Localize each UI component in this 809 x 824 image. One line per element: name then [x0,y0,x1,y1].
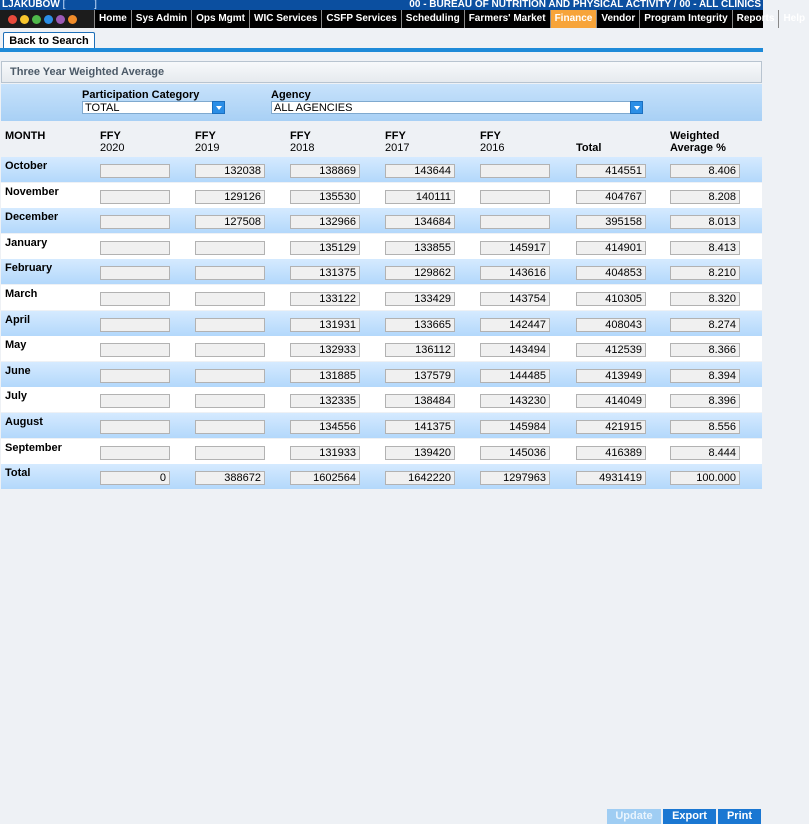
month-label: June [5,364,31,377]
agency-select[interactable] [271,101,643,114]
ffy-2019-cell: 129126 [195,190,265,204]
tab-underline [0,48,763,52]
weighted-average-cell: 8.396 [670,394,740,408]
table-row [1,336,762,361]
ffy-header-2019: FFY 2019 [195,130,220,154]
participation-category-value: TOTAL [85,102,120,114]
total-cell: 4931419 [576,471,646,485]
ffy-2017-cell: 139420 [385,446,455,460]
month-label: April [5,313,31,326]
table-row [1,259,762,284]
ffy-2020-cell [100,190,170,204]
month-label: March [5,288,38,300]
weighted-average-cell: 8.444 [670,446,740,460]
section-title-text: Three Year Weighted Average [10,66,165,78]
nav-item-reports[interactable]: Reports [732,10,779,28]
weighted-average-cell: 8.406 [670,164,740,178]
month-label: January [5,236,48,249]
table-row [1,208,762,233]
month-label: September [5,441,62,454]
ffy-header-2016: FFY 2016 [480,130,505,154]
ffy-2019-cell: 388672 [195,471,265,485]
ffy-2017-cell: 134684 [385,215,455,229]
ffy-2019-cell [195,343,265,357]
ffy-2016-cell: 145036 [480,446,550,460]
ffy-2018-cell: 131375 [290,266,360,280]
ffy-2019-cell: 127508 [195,215,265,229]
bureau-clinic-label: 00 - BUREAU OF NUTRITION AND PHYSICAL ACTIVITY / 00 - ALL CLINICS [409,0,761,10]
user-bracket-close: ] [94,0,97,10]
table-row [1,439,762,464]
month-label: December [5,211,59,224]
wic-logo [0,10,94,28]
ffy-2016-cell: 145984 [480,420,550,434]
ffy-2016-cell: 143616 [480,266,550,280]
ffy-2017-cell: 136112 [385,343,455,357]
chevron-down-icon[interactable] [212,101,225,114]
user-info [2,0,97,10]
ffy-2016-cell: 1297963 [480,471,550,485]
ffy-2017-cell: 133429 [385,292,455,306]
main-nav [0,10,806,28]
total-cell: 413949 [576,369,646,383]
ffy-2020-cell: 0 [100,471,170,485]
ffy-2018-cell: 131931 [290,318,360,332]
ffy-2018-cell: 133122 [290,292,360,306]
month-label: August [5,416,43,428]
ffy-2019-cell [195,394,265,408]
weighted-average-cell: 8.366 [670,343,740,357]
ffy-2017-cell: 133665 [385,318,455,332]
ffy-2016-cell: 143494 [480,343,550,357]
ffy-2020-cell [100,318,170,332]
weighted-average-cell: 8.413 [670,241,740,255]
weighted-average-cell: 8.394 [670,369,740,383]
ffy-2016-cell: 143230 [480,394,550,408]
filter-band [1,84,762,121]
total-cell: 414551 [576,164,646,178]
back-to-search-tab[interactable]: Back to Search [3,32,95,49]
total-cell: 410305 [576,292,646,306]
ffy-2016-cell [480,164,550,178]
ffy-2019-cell: 132038 [195,164,265,178]
weighted-average-cell: 8.556 [670,420,740,434]
table-row [1,157,762,182]
top-banner [0,0,763,10]
ffy-2018-cell: 132966 [290,215,360,229]
ffy-2020-cell [100,266,170,280]
month-label: November [5,185,59,198]
ffy-2016-cell: 143754 [480,292,550,306]
total-cell: 395158 [576,215,646,229]
user-bracket-open: [ [62,0,66,10]
update-button[interactable]: Update [607,809,661,824]
ffy-2016-cell: 144485 [480,369,550,383]
nav-item-vendor[interactable]: Vendor [596,10,639,28]
ffy-header-2018: FFY 2018 [290,130,315,154]
weighted-average-cell: 8.210 [670,266,740,280]
ffy-2020-cell [100,215,170,229]
nav-item-scheduling[interactable]: Scheduling [401,10,464,28]
ffy-2020-cell [100,394,170,408]
ffy-2017-cell: 140111 [385,190,455,204]
month-label: February [5,262,53,275]
participation-category-label: Participation Category [82,89,200,101]
ffy-header-2017: FFY 2017 [385,130,410,154]
ffy-2017-cell: 1642220 [385,471,455,485]
ffy-header-2020: FFY 2020 [100,130,125,154]
ffy-2017-cell: 133855 [385,241,455,255]
ffy-2019-cell [195,266,265,280]
weighted-average-cell: 8.013 [670,215,740,229]
ffy-2019-cell [195,292,265,306]
ffy-2020-cell [100,292,170,306]
total-header: Total [576,142,602,154]
ffy-2018-cell: 131885 [290,369,360,383]
total-cell: 421915 [576,420,646,434]
month-label: May [5,339,27,352]
nav-menu [94,10,809,28]
ffy-2016-cell [480,215,550,229]
ffy-2018-cell: 1602564 [290,471,360,485]
weighted-average-cell: 8.320 [670,292,740,306]
nav-item-wic-services[interactable]: WIC Services [249,10,321,28]
weighted-average-cell: 8.274 [670,318,740,332]
ffy-2017-cell: 138484 [385,394,455,408]
nav-item-help[interactable]: Help [778,10,809,28]
agency-value: ALL AGENCIES [274,102,353,114]
ffy-2017-cell: 129862 [385,266,455,280]
nav-item-finance[interactable]: Finance [550,10,597,28]
total-cell: 412539 [576,343,646,357]
total-cell: 404767 [576,190,646,204]
username: LJAKUBOW [2,0,60,10]
section-title [1,61,762,83]
table-row [1,311,762,336]
nav-item-sys-admin[interactable]: Sys Admin [131,10,191,28]
total-cell: 414049 [576,394,646,408]
nav-item-program-integrity[interactable]: Program Integrity [639,10,731,28]
table-row [1,285,762,310]
ffy-2019-cell [195,369,265,383]
ffy-2016-cell [480,190,550,204]
ffy-2019-cell [195,446,265,460]
total-cell: 416389 [576,446,646,460]
table-row [1,413,762,438]
ffy-2019-cell [195,241,265,255]
weighted-average-cell: 100.000 [670,471,740,485]
ffy-2018-cell: 135129 [290,241,360,255]
participation-category-select[interactable] [82,101,225,114]
month-label: July [5,390,28,403]
ffy-2020-cell [100,369,170,383]
ffy-2018-cell: 132933 [290,343,360,357]
total-cell: 408043 [576,318,646,332]
ffy-2019-cell [195,318,265,332]
table-row [1,464,762,489]
nav-item-ops-mgmt[interactable]: Ops Mgmt [191,10,249,28]
table-row [1,362,762,387]
nav-item-home[interactable]: Home [94,10,131,28]
ffy-2020-cell [100,164,170,178]
month-label: Total [5,467,31,480]
ffy-2020-cell [100,343,170,357]
total-cell: 414901 [576,241,646,255]
ffy-2017-cell: 143644 [385,164,455,178]
nav-item-csfp-services[interactable]: CSFP Services [321,10,400,28]
month-header: MONTH [5,130,46,142]
total-cell: 404853 [576,266,646,280]
ffy-2016-cell: 145917 [480,241,550,255]
ffy-2018-cell: 135530 [290,190,360,204]
nav-item-farmers-market[interactable]: Farmers' Market [464,10,550,28]
ffy-2018-cell: 131933 [290,446,360,460]
ffy-2016-cell: 142447 [480,318,550,332]
ffy-2020-cell [100,420,170,434]
weighted-average-cell: 8.208 [670,190,740,204]
chevron-down-icon[interactable] [630,101,643,114]
table-row [1,183,762,208]
ffy-2017-cell: 137579 [385,369,455,383]
ffy-2018-cell: 132335 [290,394,360,408]
ffy-2017-cell: 141375 [385,420,455,434]
table-row [1,234,762,259]
agency-label: Agency [271,89,311,101]
ffy-2020-cell [100,241,170,255]
ffy-2020-cell [100,446,170,460]
table-row [1,387,762,412]
export-button[interactable]: Export [663,809,716,824]
ffy-2018-cell: 134556 [290,420,360,434]
print-button[interactable]: Print [718,809,761,824]
ffy-2019-cell [195,420,265,434]
weighted-average-header: Weighted Average % [670,130,726,154]
ffy-2018-cell: 138869 [290,164,360,178]
month-label: October [5,160,48,172]
